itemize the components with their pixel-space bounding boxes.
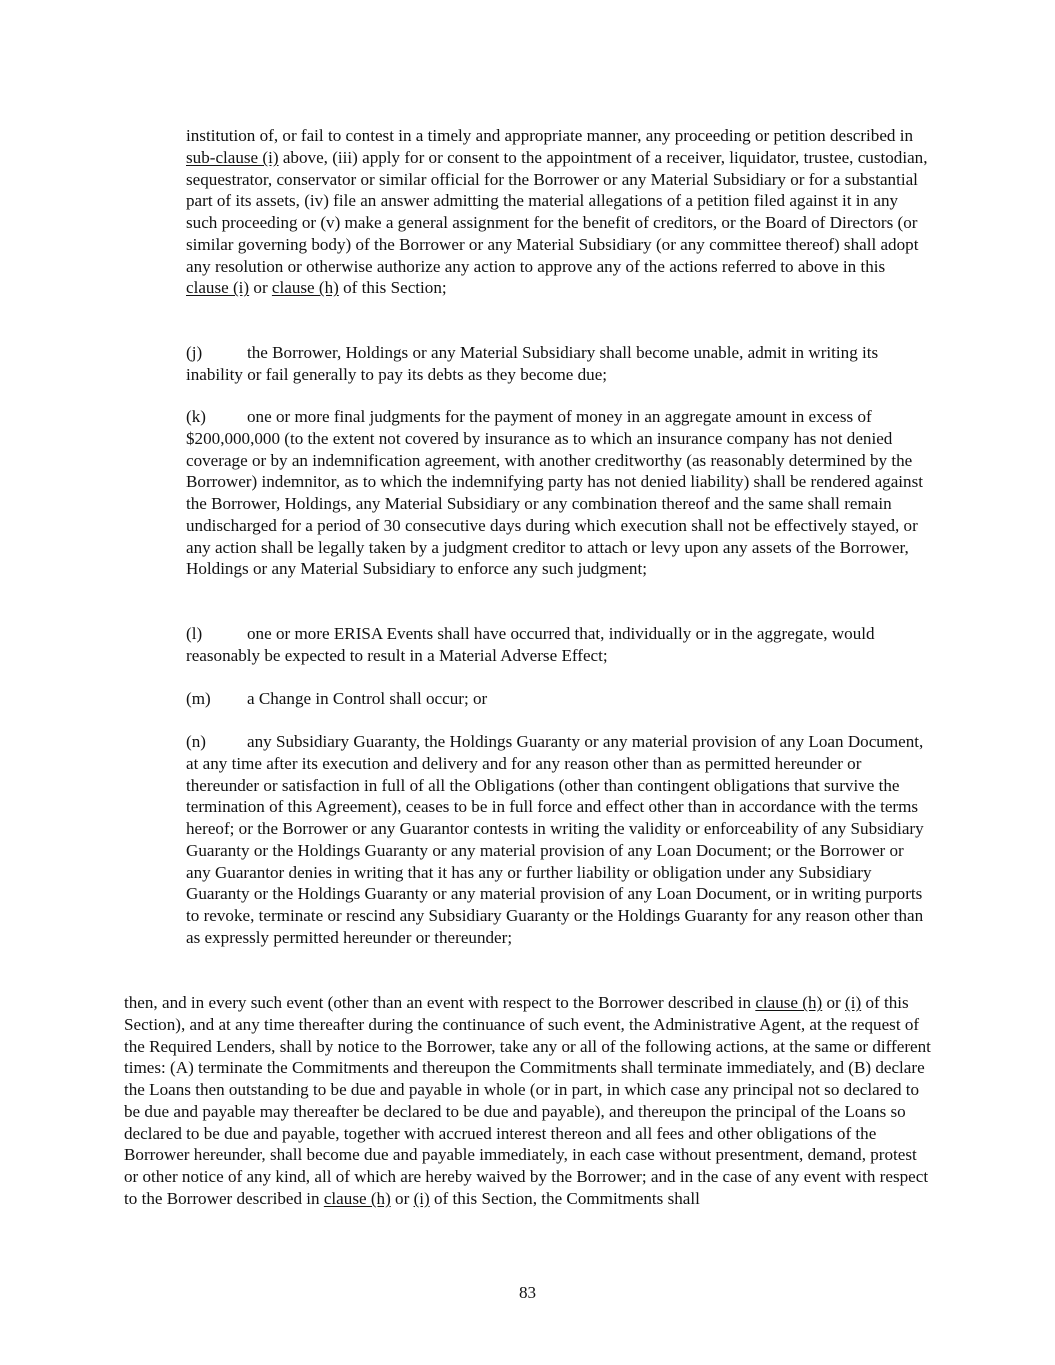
clause-n-text: any Subsidiary Guaranty, the Holdings Guaranty or any material provision of any Loan Document, at any time after its execution and delivery and for any reason other than as permitted hereunder or thereunder or satisfaction in full of all the Obligations (other than contingent obligations that survive the termination of this Agreement), ceases to be in full force and effect other than in accordance with the terms hereof; or the Borrower or any Guarantor contests in writing the validity or enforceability of any Subsidiary Guaranty or the Holdings Guaranty or any material provision of any Loan Document; or the Borrower or any Guarantor denies in writing that it has any or further liability or obligation under any Subsidiary Guaranty or the Holdings Guaranty or any material provision of any Loan Document, or in writing purports to revoke, terminate or rescind any Subsidiary Guaranty or the Holdings Guaranty for any reason other than as expressly permitted hereunder or thereunder; <box>186 732 924 947</box>
clause-h-reference: clause (h) <box>755 993 823 1012</box>
clause-l-number: (l) <box>186 624 203 643</box>
sub-clause-i-reference: sub-clause (i) <box>186 147 279 167</box>
page-number: 83 <box>518 1283 537 1302</box>
clause-n <box>186 731 932 949</box>
clause-h-reference: clause (h) <box>271 278 339 298</box>
clause-l <box>186 623 932 667</box>
clause-l-text: one or more ERISA Events shall have occurred that, individually or in the aggregate, would reasonably be expected to result in a Material Adverse Effect; <box>186 624 875 665</box>
clause-k <box>186 406 932 580</box>
clause-k-number: (k) <box>186 407 206 426</box>
clause-j <box>186 342 932 386</box>
clause-h-reference: clause (h) <box>323 1188 391 1208</box>
remedies-paragraph: then, and in every such event (other than an event with respect to the Borrower described in clause (h) or (i) of this Section), and at any time thereafter during the continuance of such event, the Administrative Agent, at the request of the Required Lenders, shall by notice to the Borrower, take any or all of the following actions, at the same or different times: (A) terminate the Commitments and thereupon the Commitments shall terminate immediately, and (B) declare the Loans then outstanding to be due and payable in whole (or in part, in which case any principal not so declared to be due and payable may thereafter be declared to be due and payable), and thereupon the principal of the Loans so declared to be due and payable, together with accrued interest thereon and all fees and other obligations of the Borrower hereunder, shall become due and payable immediately, in each case without presentment, demand, protest or other notice of any kind, all of which are hereby waived by the Borrower; and in the case of any event with respect to the Borrower described in clause (h) or (i) of this Section, the Commitments shall <box>124 993 931 1208</box>
clause-i-continuation: institution of, or fail to contest in a timely and appropriate manner, any proceeding or petition described in sub-clause (i) above, (iii) apply for or consent to the appointment of a receiver, liquidator, trustee, custodian, sequestrator, conservator or similar official for the Borrower or any Material Subsidiary or for a substantial part of its assets, (iv) file an answer admitting the material allegations of a petition filed against it in any such proceeding or (v) make a general assignment for the benefit of creditors, or the Board of Directors (or similar governing body) of the Borrower or any Material Subsidiary (or any committee thereof) shall adopt any resolution or otherwise authorize any action to approve any of the actions referred to above in this clause (i) or clause (h) of this Section; <box>186 126 928 298</box>
clause-j-text: the Borrower, Holdings or any Material Subsidiary shall become unable, admit in writing its inability or fail generally to pay its debts as they become due; <box>186 343 879 384</box>
clause-n-number: (n) <box>186 732 206 751</box>
clause-m <box>186 688 932 710</box>
clause-m-number: (m) <box>186 689 211 708</box>
clause-k-text: one or more final judgments for the payment of money in an aggregate amount in excess of $200,000,000 (to the extent not covered by insurance as to which an insurance company has not denied coverage or by an indemnification agreement, with another creditworthy (as reasonably determined by the Borrower) indemnitor, as to which the indemnifying party has not denied liability) shall be rendered against the Borrower, Holdings, any Material Subsidiary or any combination thereof and the same shall remain undischarged for a period of 30 consecutive days during which execution shall not be effectively stayed, or any action shall be legally taken by a judgment creditor to attach or levy upon any assets of the Borrower, Holdings or any Material Subsidiary to enforce any such judgment; <box>186 407 924 579</box>
clause-i-reference: (i) <box>845 993 862 1012</box>
clause-m-text: a Change in Control shall occur; or <box>247 689 488 708</box>
clause-i-reference: clause (i) <box>186 278 250 298</box>
clause-i-reference: (i) <box>413 1188 430 1208</box>
clause-j-number: (j) <box>186 343 203 362</box>
